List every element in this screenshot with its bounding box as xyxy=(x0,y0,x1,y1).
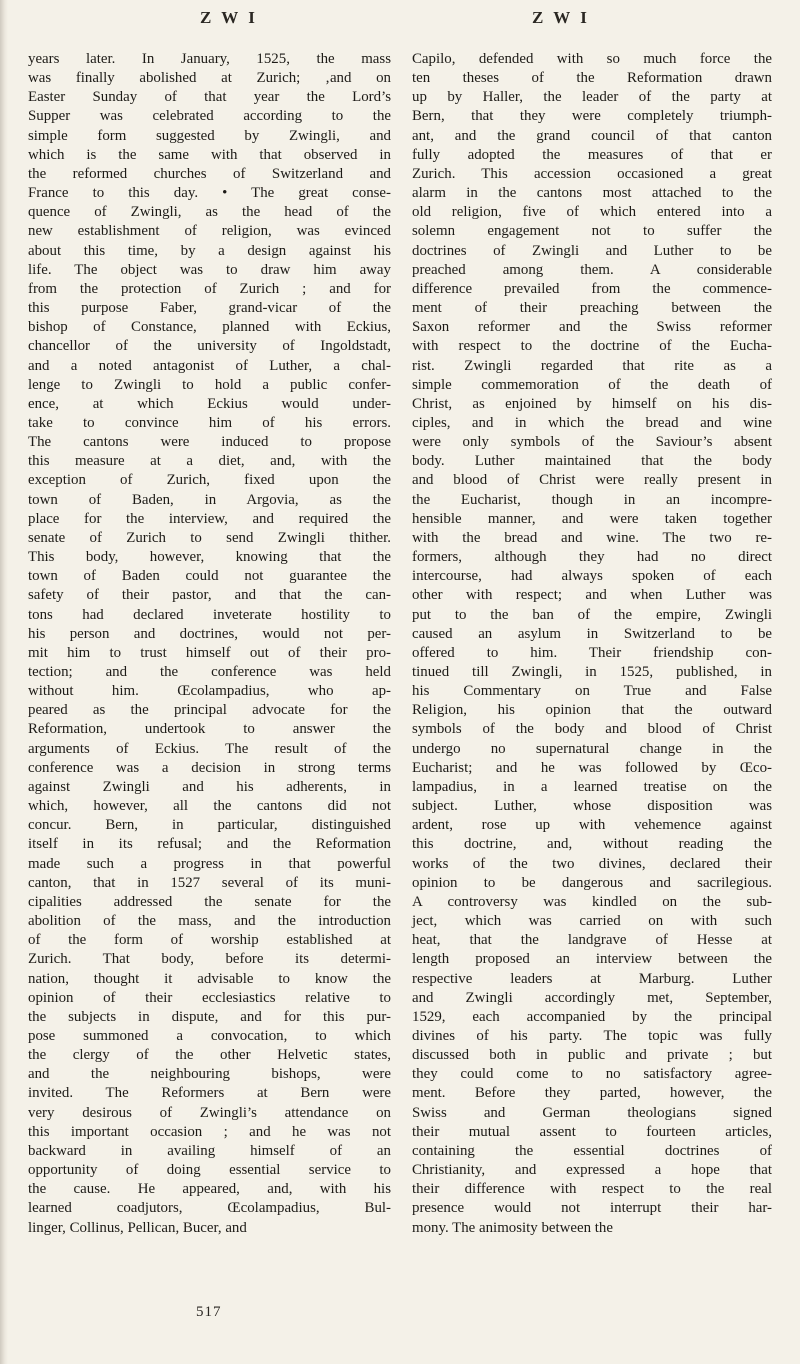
text-line: hensible manner, and were taken together xyxy=(412,510,772,527)
text-line: solemn engagement not to suffer the xyxy=(412,223,772,240)
text-line: old religion, five of which entered into a xyxy=(412,204,772,221)
text-line: 1529, each accompanied by the principal xyxy=(412,1008,772,1025)
text-line: tection; and the conference was held xyxy=(28,664,391,680)
text-line: alarm in the cantons most attached to the xyxy=(412,185,772,202)
text-line: up by Haller, the leader of the party at xyxy=(412,89,772,106)
text-line: peared as the principal advocate for the xyxy=(28,702,391,719)
text-line: intercourse, had always spoken of each xyxy=(412,568,772,585)
text-line: This body, however, knowing that the xyxy=(28,549,391,566)
text-line: Swiss and German theologians signed xyxy=(412,1104,772,1121)
text-line: ment. Before they parted, however, the xyxy=(412,1085,772,1102)
text-line: Religion, his opinion that the outward xyxy=(412,702,772,719)
text-line: difference prevailed from the commence- xyxy=(412,280,772,297)
text-line: Zurich. This accession occasioned a great xyxy=(412,165,772,182)
text-line: Christ, as enjoined by himself on his dis- xyxy=(412,395,772,412)
text-line: life. The object was to draw him away xyxy=(28,261,391,278)
text-line: concur. Bern, in particular, distinguished xyxy=(28,817,391,834)
text-line: his Commentary on True and False xyxy=(412,683,772,700)
running-head-left: Z W I xyxy=(200,8,258,27)
text-line: their mutual assent to fourteen articles, xyxy=(412,1123,772,1140)
text-line: bishop of Constance, planned with Eckius, xyxy=(28,319,391,336)
text-line: rist. Zwingli regarded that rite as a xyxy=(412,357,772,374)
text-line: this important occasion ; and he was not xyxy=(28,1123,391,1140)
text-line: body. Luther maintained that the body xyxy=(412,453,772,470)
text-line: from the protection of Zurich ; and for xyxy=(28,280,391,297)
text-line: opinion of their ecclesiastics relative to xyxy=(28,989,391,1006)
text-line: mit him to trust himself out of their pro- xyxy=(28,644,391,661)
text-line: invited. The Reformers at Bern were xyxy=(28,1085,391,1102)
text-line: the Eucharist, though in an incompre- xyxy=(412,491,772,508)
text-line: this doctrine, and, without reading the xyxy=(412,836,772,853)
text-line: take to convince him of his errors. xyxy=(28,414,391,431)
text-line: tons had declared inveterate hostility to xyxy=(28,606,391,623)
text-line: new establishment of religion, was evinced xyxy=(28,223,391,240)
text-line: fully adopted the measures of that er xyxy=(412,146,772,163)
text-line: ciples, and in which the bread and wine xyxy=(412,414,772,431)
text-line: they could come to no satisfactory agree- xyxy=(412,1066,772,1083)
text-line: years later. In January, 1525, the mass xyxy=(28,51,391,67)
text-line: ten theses of the Reformation drawn xyxy=(412,70,772,87)
text-line: ence, at which Eckius would under- xyxy=(28,395,391,412)
text-line: undergo no supernatural change in the xyxy=(412,740,772,757)
text-line: exception of Zurich, fixed upon the xyxy=(28,472,391,489)
text-line: formers, although they had no direct xyxy=(412,549,772,566)
page-spine-shadow xyxy=(0,0,8,1364)
text-line: with respect to the doctrine of the Eucha- xyxy=(412,338,772,355)
text-line: ardent, rose up with vehemence against xyxy=(412,817,772,834)
text-line: senate of Zurich to send Zwingli thither. xyxy=(28,529,391,546)
text-line: their difference with respect to the real xyxy=(412,1181,772,1198)
text-line: of the form of worship established at xyxy=(28,932,391,949)
text-line: abolition of the mass, and the introduction xyxy=(28,913,391,930)
text-line: mony. The animosity between the xyxy=(412,1219,613,1236)
text-line: the reformed churches of Switzerland and xyxy=(28,165,391,182)
text-line: other with respect; and when Luther was xyxy=(412,587,772,604)
text-line: nation, thought it advisable to know the xyxy=(28,970,391,987)
text-line: and blood of Christ were really present in xyxy=(412,472,772,489)
text-line: works of the two divines, declared their xyxy=(412,855,772,872)
text-line: pose summoned a convocation, to which xyxy=(28,1027,391,1044)
text-line: lampadius, in a learned treatise on the xyxy=(412,778,772,795)
text-line: Saxon reformer and the Swiss reformer xyxy=(412,319,772,336)
text-line: divines of his party. The topic was fully xyxy=(412,1027,772,1044)
text-line: chancellor of the university of Ingoldstadt, xyxy=(28,338,391,355)
text-line: and a noted antagonist of Luther, a chal- xyxy=(28,357,391,374)
text-line: the subjects in dispute, and for this pur- xyxy=(28,1008,391,1025)
text-line: town of Baden could not guarantee the xyxy=(28,568,391,585)
text-line: canton, that in 1527 several of its muni- xyxy=(28,874,391,891)
text-line: A controversy was kindled on the sub- xyxy=(412,893,772,910)
text-line: was finally abolished at Zurich; ‚and on xyxy=(28,70,391,87)
text-line: put to the ban of the empire, Zwingli xyxy=(412,606,772,623)
text-line: symbols of the body and blood of Christ xyxy=(412,721,772,738)
running-head-right: Z W I xyxy=(532,8,590,27)
text-line: Easter Sunday of that year the Lord’s xyxy=(28,89,391,106)
text-line: and Zwingli accordingly met, September, xyxy=(412,989,772,1006)
text-line: length proposed an interview between the xyxy=(412,951,772,968)
text-line: very desirous of Zwingli’s attendance on xyxy=(28,1104,391,1121)
text-line: Eucharist; and he was followed by Œco- xyxy=(412,759,772,776)
text-line: the clergy of the other Helvetic states, xyxy=(28,1047,391,1064)
text-line: made such a progress in that powerful xyxy=(28,855,391,872)
text-line: Supper was celebrated according to the xyxy=(28,108,391,125)
text-line: tinued till Zwingli, in 1525, published, in xyxy=(412,664,772,680)
text-line: his person and doctrines, would not per- xyxy=(28,625,391,642)
text-line: The cantons were induced to propose xyxy=(28,434,391,451)
text-line: with the bread and wine. The two re- xyxy=(412,529,772,546)
left-text-column xyxy=(28,50,391,1238)
text-line: France to this day. • The great conse- xyxy=(28,185,391,202)
text-line: against Zwingli and his adherents, in xyxy=(28,778,391,795)
text-line: lenge to Zwingli to hold a public confer- xyxy=(28,376,391,393)
text-line: discussed both in public and private ; but xyxy=(412,1047,772,1064)
text-line: Reformation, undertook to answer the xyxy=(28,721,391,738)
text-line: the cause. He appeared, and, with his xyxy=(28,1181,391,1198)
text-line: caused an asylum in Switzerland to be xyxy=(412,625,772,642)
text-line: and the neighbouring bishops, were xyxy=(28,1066,391,1083)
text-line: heat, that the landgrave of Hesse at xyxy=(412,932,772,949)
text-line: simple form suggested by Zwingli, and xyxy=(28,127,391,144)
text-line: Zurich. That body, before its determi- xyxy=(28,951,391,968)
text-line: preached among them. A considerable xyxy=(412,261,772,278)
text-line: opinion to be dangerous and sacrilegious. xyxy=(412,874,772,891)
text-line: which, however, all the cantons did not xyxy=(28,798,391,815)
text-line: subject. Luther, whose disposition was xyxy=(412,798,772,815)
text-line: conference was a decision in strong terms xyxy=(28,759,391,776)
text-line: opportunity of doing essential service to xyxy=(28,1162,391,1179)
right-text-column xyxy=(412,50,772,1238)
text-line: arguments of Eckius. The result of the xyxy=(28,740,391,757)
text-line: ant, and the grand council of that canton xyxy=(412,127,772,144)
text-line: which is the same with that observed in xyxy=(28,146,391,163)
text-line: cipalities addressed the senate for the xyxy=(28,893,391,910)
text-line: learned coadjutors, Œcolampadius, Bul- xyxy=(28,1200,391,1217)
text-line: safety of their pastor, and that the can- xyxy=(28,587,391,604)
page-number: 517 xyxy=(196,1304,222,1320)
text-line: presence would not interrupt their har- xyxy=(412,1200,772,1217)
text-line: doctrines of Zwingli and Luther to be xyxy=(412,242,772,259)
text-line: quence of Zwingli, as the head of the xyxy=(28,204,391,221)
text-line: respective leaders at Marburg. Luther xyxy=(412,970,772,987)
text-line: this measure at a diet, and, with the xyxy=(28,453,391,470)
text-line: Bern, that they were completely triumph- xyxy=(412,108,772,125)
text-line: backward in availing himself of an xyxy=(28,1142,391,1159)
text-line: were only symbols of the Saviour’s absent xyxy=(412,434,772,451)
text-line: Capilo, defended with so much force the xyxy=(412,51,772,67)
text-line: Christianity, and expressed a hope that xyxy=(412,1162,772,1179)
text-line: ject, which was carried on with such xyxy=(412,913,772,930)
text-line: place for the interview, and required the xyxy=(28,510,391,527)
text-line: this purpose Faber, grand-vicar of the xyxy=(28,300,391,317)
text-line: linger, Collinus, Pellican, Bucer, and xyxy=(28,1219,247,1236)
text-line: without him. Œcolampadius, who ap- xyxy=(28,683,391,700)
text-line: town of Baden, in Argovia, as the xyxy=(28,491,391,508)
text-line: offered to him. Their friendship con- xyxy=(412,644,772,661)
text-line: about this time, by a design against his xyxy=(28,242,391,259)
text-line: containing the essential doctrines of xyxy=(412,1142,772,1159)
text-line: ment of their preaching between the xyxy=(412,300,772,317)
text-line: simple commemoration of the death of xyxy=(412,376,772,393)
text-line: itself in its refusal; and the Reformation xyxy=(28,836,391,853)
